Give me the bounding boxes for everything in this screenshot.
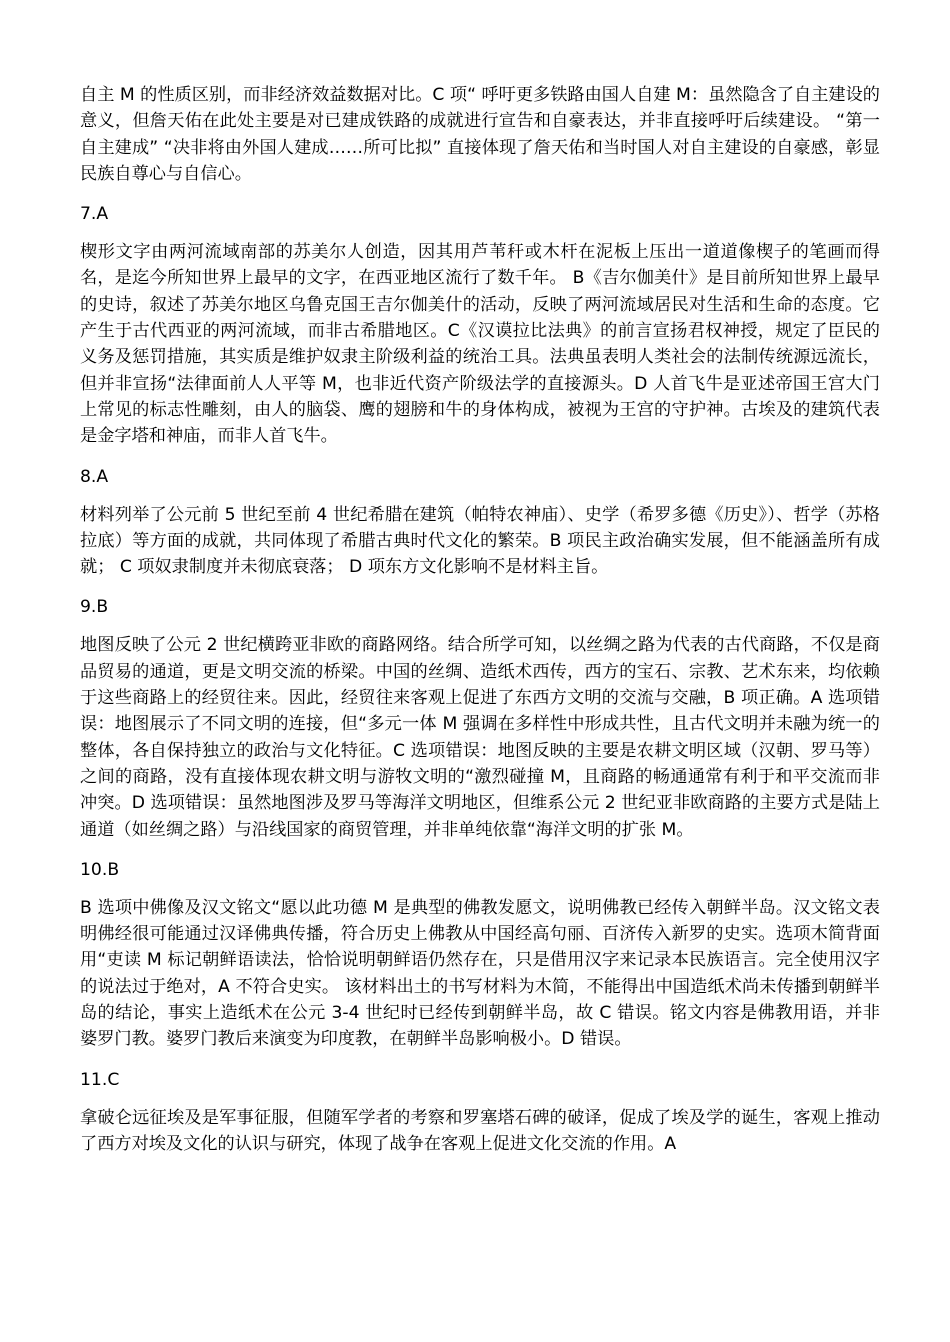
answer-8-heading: 8.A bbox=[80, 466, 109, 487]
paragraph-6-continued: 自主 M 的性质区别，而非经济效益数据对比。C 项“ 呼吁更多铁路由国人自建 M：虽然隐含了自主建设的意义，但詹天佑在此处主要是对已建成铁路的成就进行宣告和自豪表达，并非直接呼吁后续建设。 “第一自主建成” “决非将由外国人建成……所可比拟” 直接体现了詹天佑和当时国人对自主建设的自豪感，彰显民族自尊心与自信心。 bbox=[80, 85, 880, 184]
answer-8-explanation: 材料列举了公元前 5 世纪至前 4 世纪希腊在建筑（帕特农神庙）、史学（希罗多德《历史》）、哲学（苏格拉底）等方面的成就，共同体现了希腊古典时代文化的繁荣。B 项民主政治确实发展，但不能涵盖所有成就； C 项奴隶制度并未彻底衰落； D 项东方文化影响不是材料主旨。 bbox=[80, 504, 880, 578]
answer-7-explanation: 楔形文字由两河流域南部的苏美尔人创造，因其用芦苇秆或木杆在泥板上压出一道道像楔子的笔画而得名，是迄今所知世界上最早的文字，在西亚地区流行了数千年。 B《吉尔伽美什》是目前所知世界上最早的史诗，叙述了苏美尔地区乌鲁克国王吉尔伽美什的活动，反映了两河流域居民对生活和生命的态度。它产生于古代西亚的两河流域，而非古希腊地区。C《汉谟拉比法典》的前言宣扬君权神授，规定了臣民的义务及惩罚措施，其实质是维护奴隶主阶级利益的统治工具。法典虽表明人类社会的法制传统源远流长，但并非宣扬“法律面前人人平等 M，也非近代资产阶级法学的直接源头。D 人首飞牛是亚述帝国王宫大门上常见的标志性雕刻，由人的脑袋、鹰的翅膀和牛的身体构成，被视为王宫的守护神。古埃及的建筑代表是金字塔和神庙，而非人首飞牛。 bbox=[80, 242, 880, 447]
answer-11-heading: 11.C bbox=[80, 1069, 120, 1090]
answer-9-explanation: 地图反映了公元 2 世纪横跨亚非欧的商路网络。结合所学可知，以丝绸之路为代表的古代商路，不仅是商品贸易的通道，更是文明交流的桥梁。中国的丝绸、造纸术西传，西方的宝石、宗教、艺术东来，均依赖于这些商路上的经贸往来。因此，经贸往来客观上促进了东西方文明的交流与交融，B 项正确。A 选项错误：地图展示了不同文明的连接，但“多元一体 M 强调在多样性中形成共性，且古代文明并未融为统一的整体，各自保持独立的政治与文化特征。C 选项错误：地图反映的主要是农耕文明区域（汉朝、罗马等）之间的商路，没有直接体现农耕文明与游牧文明的“激烈碰撞 M，且商路的畅通通常有利于和平交流而非冲突。D 选项错误：虽然地图涉及罗马等海洋文明地区，但维系公元 2 世纪亚非欧商路的主要方式是陆上通道（如丝绸之路）与沿线国家的商贸管理，并非单纯依靠“海洋文明的扩张 M。 bbox=[80, 635, 880, 840]
answer-10-heading: 10.B bbox=[80, 859, 120, 880]
answer-9-heading: 9.B bbox=[80, 597, 109, 618]
answer-11-explanation: 拿破仑远征埃及是军事征服，但随军学者的考察和罗塞塔石碑的破译，促成了埃及学的诞生，客观上推动了西方对埃及文化的认识与研究，体现了战争在客观上促进文化交流的作用。A bbox=[80, 1107, 880, 1154]
answer-7-heading: 7.A bbox=[80, 204, 109, 225]
answer-10-explanation: B 选项中佛像及汉文铭文“愿以此功德 M 是典型的佛教发愿文，说明佛教已经传入朝鲜半岛。汉文铭文表明佛经很可能通过汉译佛典传播，符合历史上佛教从中国经高句丽、百济传入新罗的史实。选项木简背面用“吏读 M 标记朝鲜语读法，恰恰说明朝鲜语仍然存在，只是借用汉字来记录本民族语言。完全使用汉字的说法过于绝对，A 不符合史实。 该材料出土的书写材料为木简，不能得出中国造纸术尚未传播到朝鲜半岛的结论，事实上造纸术在公元 3-4 世纪时已经传到朝鲜半岛，故 C 错误。铭文内容是佛教用语，并非婆罗门教。婆罗门教后来演变为印度教，在朝鲜半岛影响极小。D 错误。 bbox=[80, 897, 880, 1050]
document-page bbox=[80, 82, 880, 1157]
